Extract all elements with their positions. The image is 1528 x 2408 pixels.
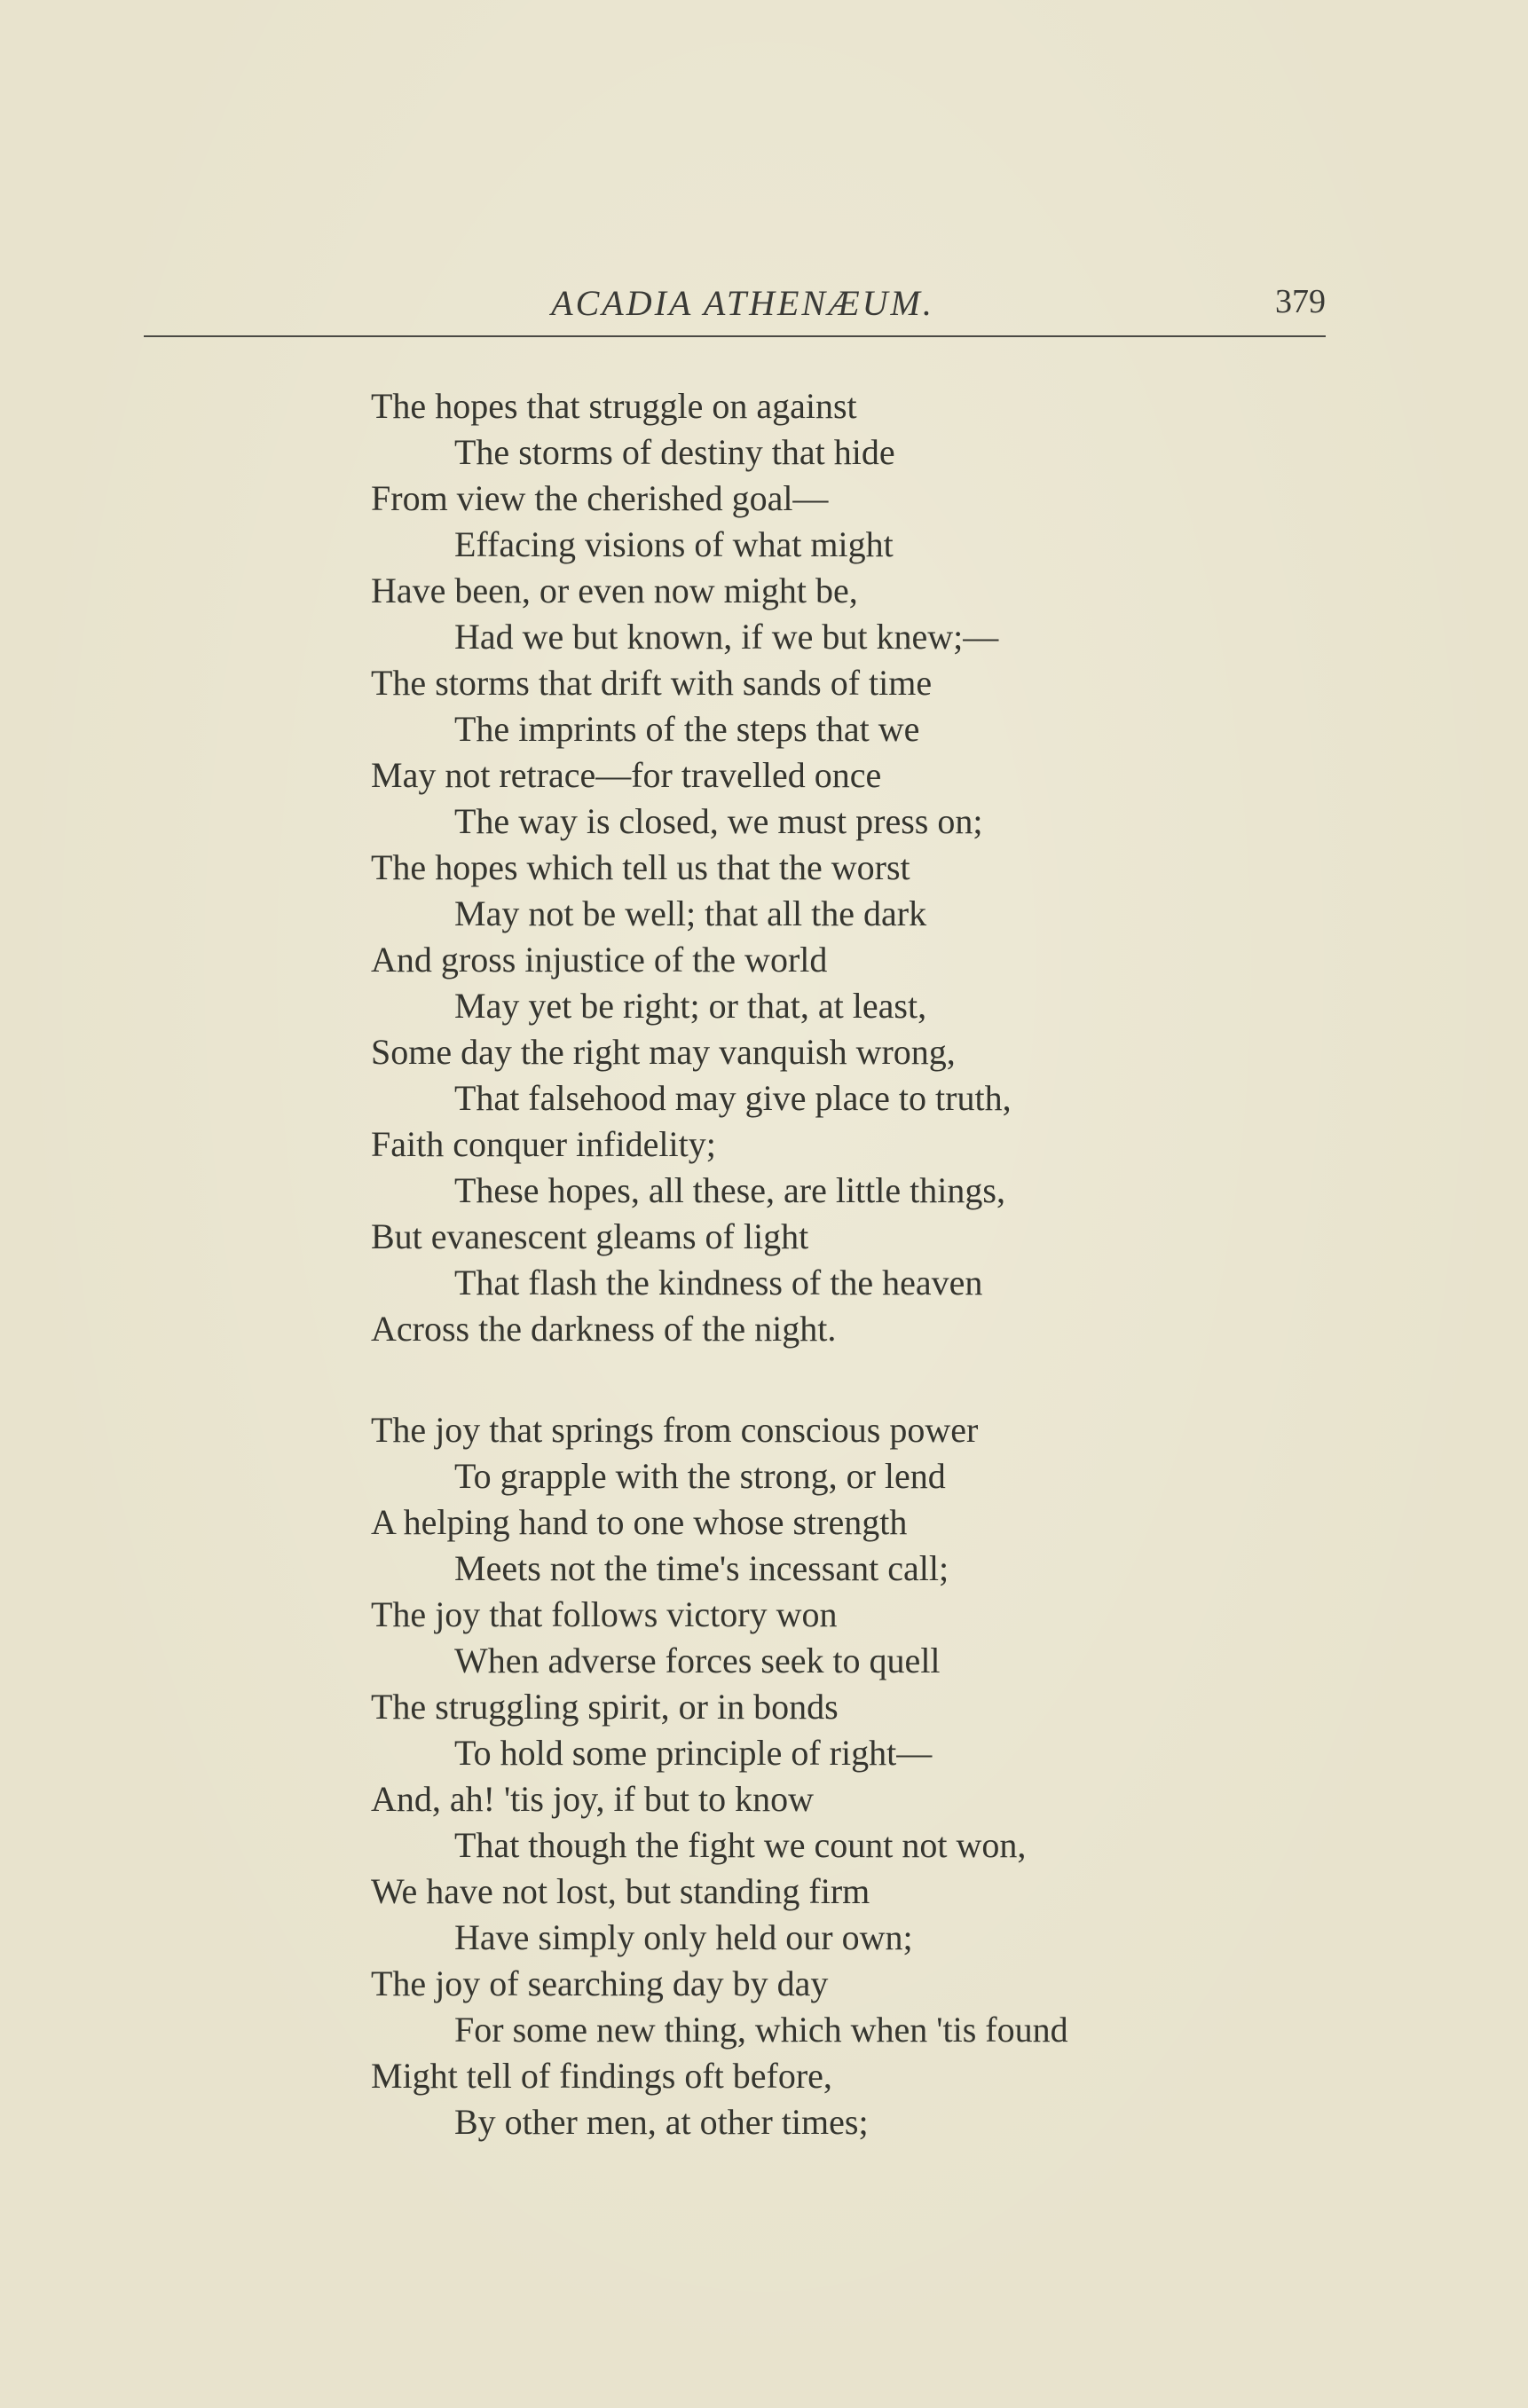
poem-line: By other men, at other times;: [454, 2102, 869, 2142]
poem-line: These hopes, all these, are little things,: [454, 1170, 1005, 1210]
poem-line: Faith conquer infidelity;: [371, 1124, 716, 1164]
poem-line: For some new thing, which when 'tis found: [454, 2010, 1068, 2050]
poem-line: May not be well; that all the dark: [454, 893, 927, 933]
poem-line: The hopes that struggle on against: [371, 386, 857, 426]
poem-line: May not retrace—for travelled once: [371, 755, 882, 795]
header-rule: [144, 335, 1326, 337]
page-number: 379: [1275, 283, 1326, 320]
poem-line: Had we but known, if we but knew;—: [454, 617, 999, 657]
poem-line: And gross injustice of the world: [371, 940, 828, 980]
poem-line: The imprints of the steps that we: [454, 709, 920, 749]
poem-line: Some day the right may vanquish wrong,: [371, 1032, 956, 1072]
poem-line: A helping hand to one whose strength: [371, 1502, 908, 1542]
poem-line: The storms of destiny that hide: [454, 432, 895, 472]
stanza: [371, 383, 1347, 1352]
poem-line: Have simply only held our own;: [454, 1917, 913, 1957]
poem-line: Have been, or even now might be,: [371, 571, 858, 610]
running-head: [144, 282, 1326, 335]
poem-line: May yet be right; or that, at least,: [454, 986, 927, 1026]
journal-title: ACADIA ATHENÆUM.: [551, 283, 934, 323]
poem-line: The joy of searching day by day: [371, 1963, 829, 2003]
poem-body: [371, 383, 1347, 2145]
poem-line: Effacing visions of what might: [454, 524, 894, 564]
poem-line: The joy that follows victory won: [371, 1594, 838, 1634]
poem-line: To hold some principle of right—: [454, 1733, 933, 1773]
poem-line: To grapple with the strong, or lend: [454, 1456, 946, 1496]
poem-line: Across the darkness of the night.: [371, 1309, 837, 1349]
poem-line: That falsehood may give place to truth,: [454, 1078, 1012, 1118]
poem-line: The hopes which tell us that the worst: [371, 847, 910, 887]
poem-line: And, ah! 'tis joy, if but to know: [371, 1779, 815, 1819]
poem-line: But evanescent gleams of light: [371, 1216, 809, 1256]
poem-line: The joy that springs from conscious power: [371, 1410, 979, 1450]
poem-line: The way is closed, we must press on;: [454, 801, 983, 841]
poem-line: That flash the kindness of the heaven: [454, 1263, 983, 1302]
stanza: [371, 1407, 1347, 2145]
poem-line: The storms that drift with sands of time: [371, 663, 933, 703]
stanza-gap: [371, 1352, 1347, 1407]
poem-line: The struggling spirit, or in bonds: [371, 1687, 839, 1727]
poem-line: Meets not the time's incessant call;: [454, 1548, 949, 1588]
poem-line: When adverse forces seek to quell: [454, 1641, 941, 1680]
poem-line: We have not lost, but standing firm: [371, 1871, 870, 1911]
poem-line: That though the fight we count not won,: [454, 1825, 1027, 1865]
poem-line: From view the cherished goal—: [371, 478, 829, 518]
poem-line: Might tell of findings oft before,: [371, 2056, 832, 2096]
